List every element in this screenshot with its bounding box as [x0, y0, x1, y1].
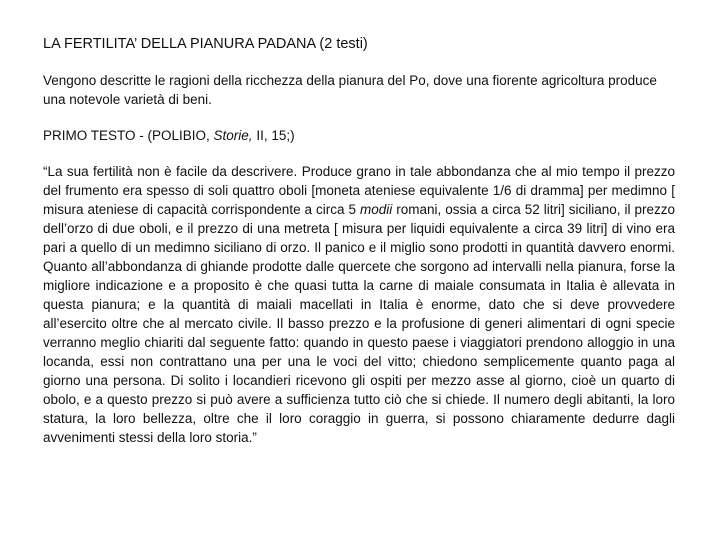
intro-paragraph: Vengono descritte le ragioni della ricchezza della pianura del Po, dove una fiorente agricoltura produce una notevole varietà di beni. — [43, 73, 657, 107]
quote-part-1: “La sua fertilità non è facile da descrivere. Produce grano in tale abbondanza che al mio tempo il prezzo del frumento era spesso di soli quattro oboli [moneta ateniese equivalente 1/6 di dramma] per medimno [ misura ateniese di capacità corrispondente a circa 5 — [43, 164, 675, 217]
section-heading — [43, 126, 675, 145]
quote-paragraph — [43, 162, 675, 447]
section-heading-prefix: PRIMO TESTO - (POLIBIO, — [43, 128, 214, 143]
document-page — [43, 34, 675, 447]
section-heading-suffix: II, 15;) — [252, 128, 295, 143]
quote-italic-word: modii — [360, 202, 393, 217]
document-title: LA FERTILITA’ DELLA PIANURA PADANA (2 testi) — [43, 36, 368, 52]
quote-part-2: romani, ossia a circa 52 litri] siciliano, il prezzo dell’orzo di due oboli, e il prezzo di una metreta [ misura per liquidi equivalente a circa 39 litri] di vino era pari a quello di un medimno siciliano di orzo. Il panico e il miglio sono prodotti in quantità davvero enormi. Quanto all’abbondanza di ghiande prodotte dalle quercete che sorgono ad intervalli nella pianura, forse la migliore indicazione e a proposito è che quasi tutta la carne di maiale consumata in Italia è allevata in questa pianura; e la quantità di maiali macellati in Italia è enorme, dato che si deve provvedere all’esercito oltre che al mercato civile. Il basso prezzo e la profusione di generi alimentari di ogni specie verranno meglio chiariti dal seguente fatto: quando in questo paese i viaggiatori prendono alloggio in una locanda, essi non contrattano una per una le voci del vitto; chiedono semplicemente quanto paga al giorno una persona. Di solito i locandieri ricevono gli ospiti per mezzo asse al giorno, cioè un quarto di obolo, e a questo prezzo si può avere a sufficienza tutto ciò che si chiede. Il numero degli abitanti, la loro statura, la loro bellezza, oltre che il loro coraggio in guerra, si possono chiaramente dedurre dagli avvenimenti stessi della loro storia.” — [43, 202, 675, 445]
section-heading-work: Storie, — [213, 128, 253, 143]
